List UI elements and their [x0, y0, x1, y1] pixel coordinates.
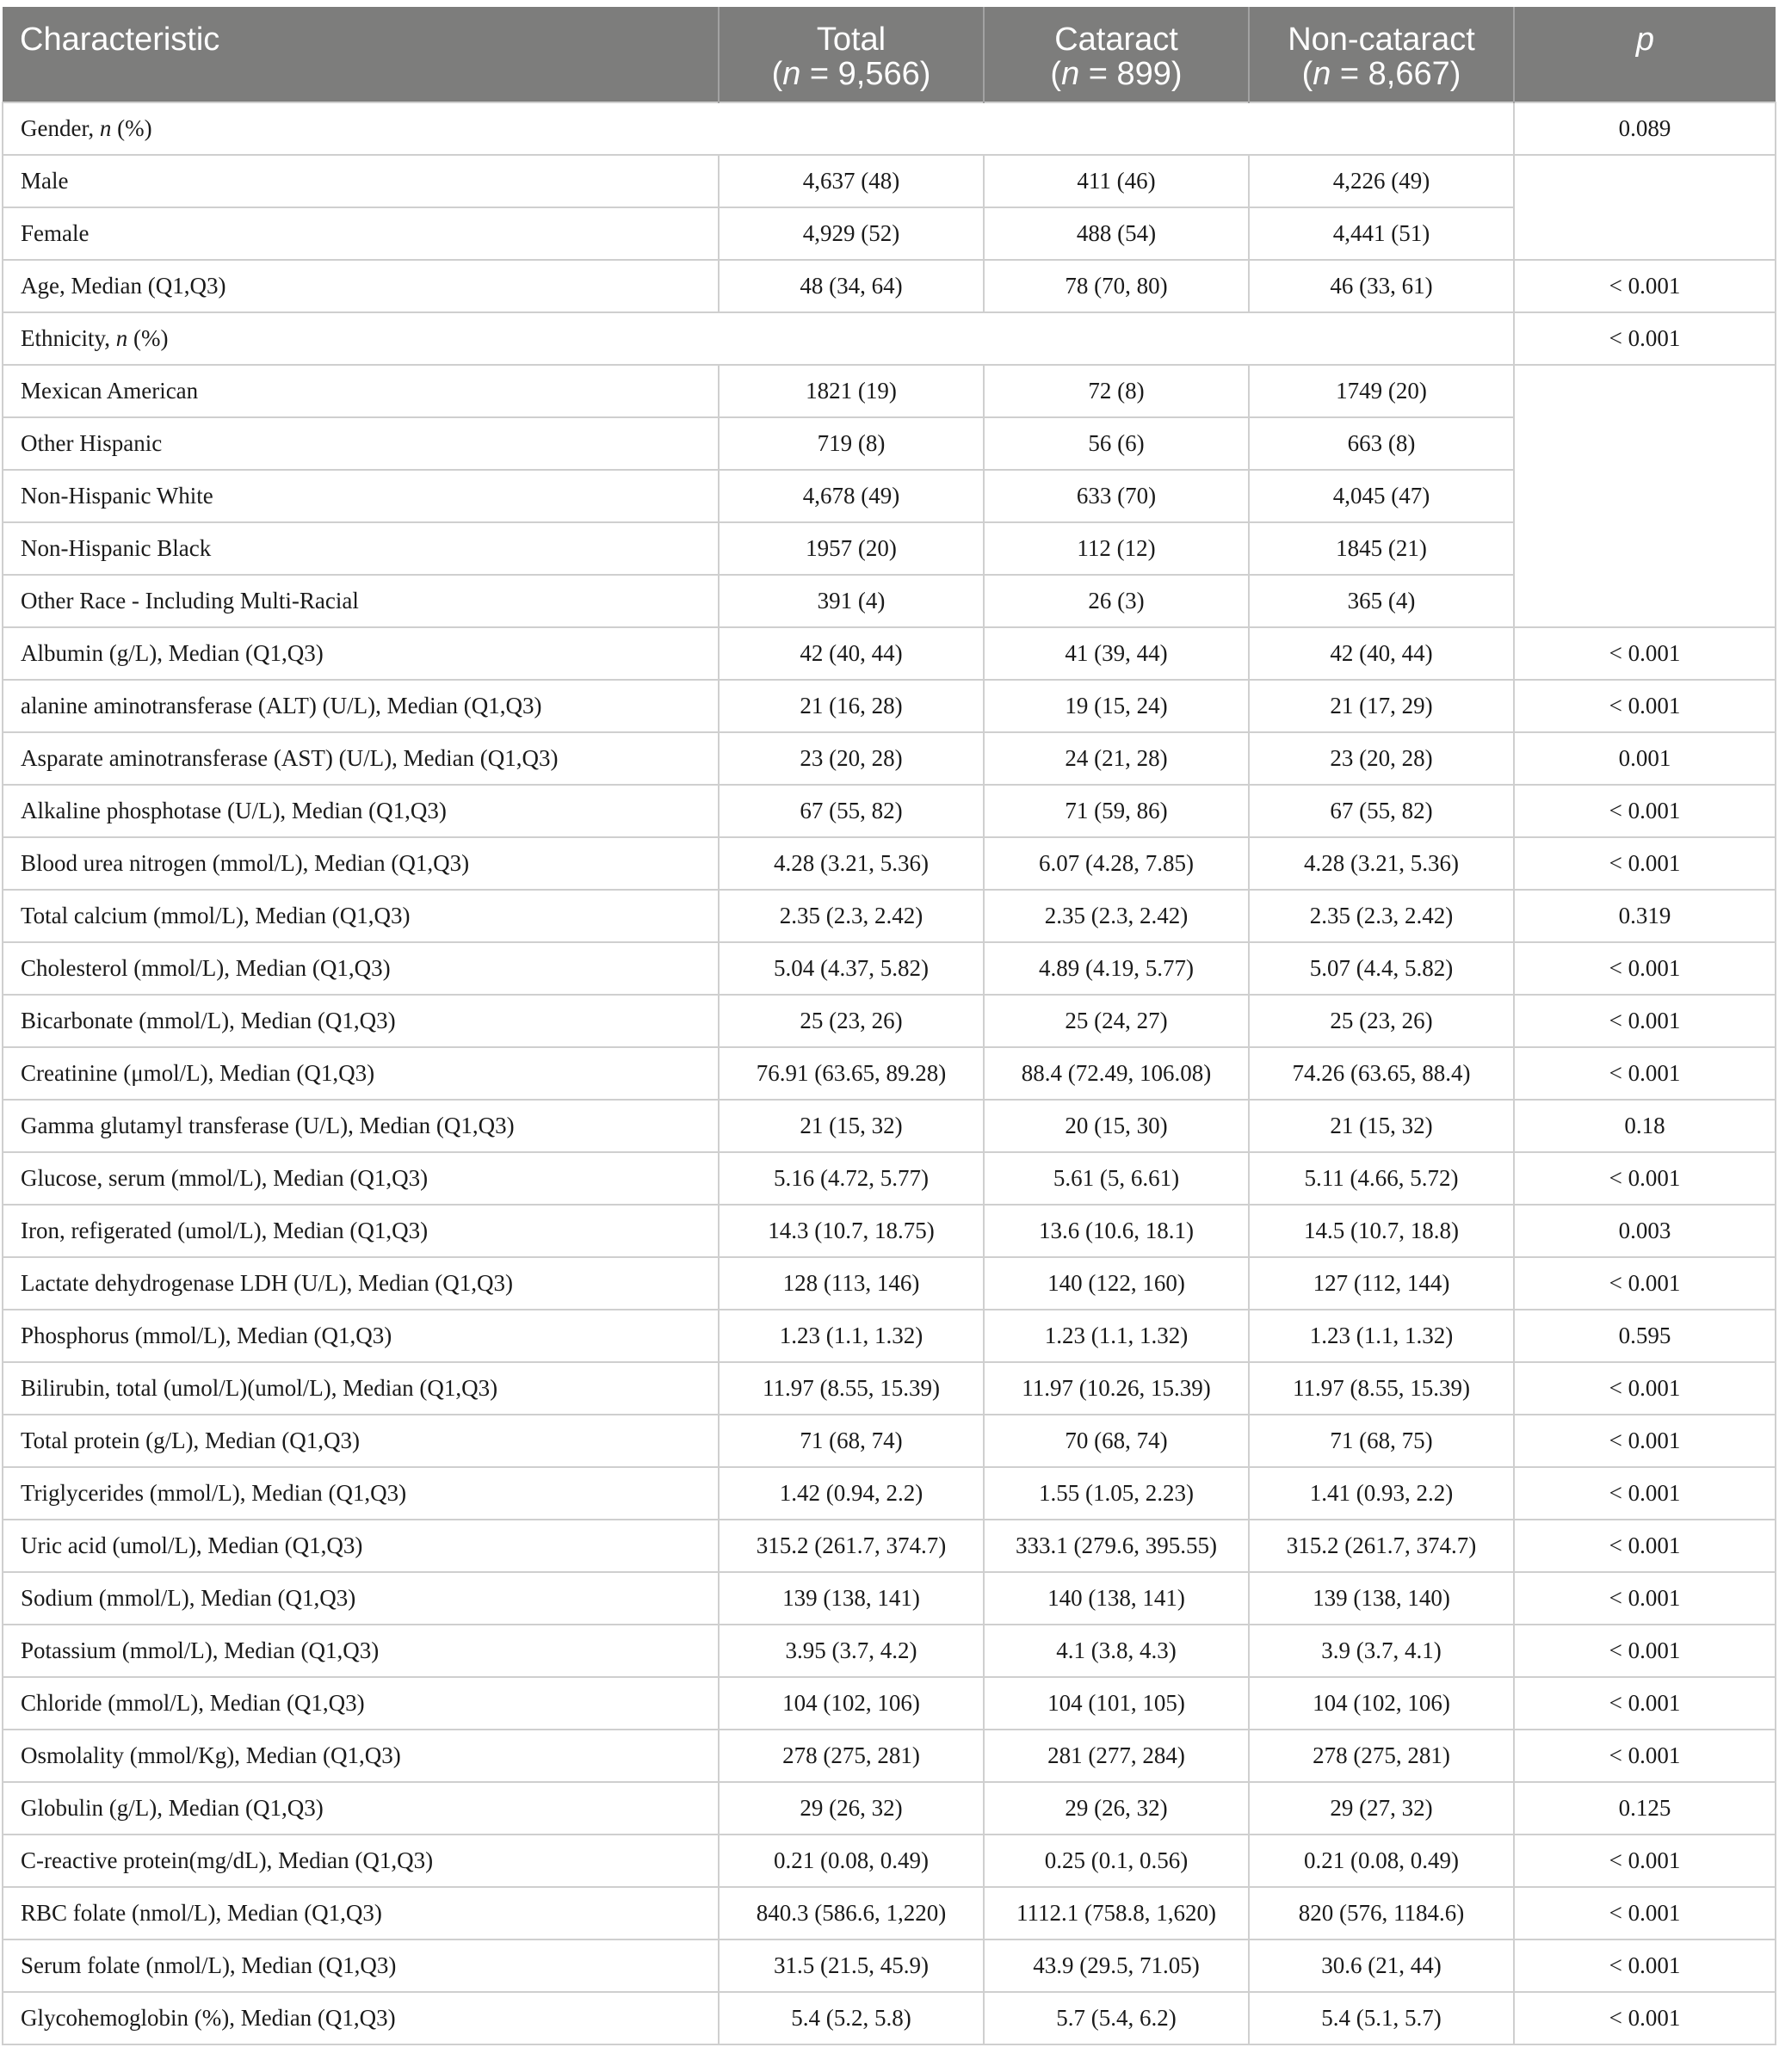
noncataract-cell: 1.23 (1.1, 1.32) [1249, 1310, 1514, 1362]
cataract-cell: 281 (277, 284) [984, 1730, 1249, 1782]
noncataract-cell: 820 (576, 1184.6) [1249, 1887, 1514, 1939]
row-label: Lactate dehydrogenase LDH (U/L), Median (Q1,Q3) [3, 1257, 719, 1310]
total-cell: 11.97 (8.55, 15.39) [719, 1362, 984, 1415]
cataract-cell: 6.07 (4.28, 7.85) [984, 837, 1249, 890]
cataract-cell: 2.35 (2.3, 2.42) [984, 890, 1249, 942]
table-row [3, 1625, 1776, 1677]
row-label: Sodium (mmol/L), Median (Q1,Q3) [3, 1572, 719, 1625]
table-row [3, 1782, 1776, 1835]
header-cataract-n: (n = 899) [1050, 56, 1183, 92]
noncataract-cell: 30.6 (21, 44) [1249, 1939, 1514, 1992]
row-label: Other Hispanic [3, 417, 719, 470]
row-label: Uric acid (umol/L), Median (Q1,Q3) [3, 1520, 719, 1572]
header-total-n: (n = 9,566) [771, 56, 931, 92]
noncataract-cell: 315.2 (261.7, 374.7) [1249, 1520, 1514, 1572]
row-label: Gamma glutamyl transferase (U/L), Median (Q1,Q3) [3, 1100, 719, 1152]
p-value-cell: < 0.001 [1514, 1887, 1776, 1939]
total-cell: 128 (113, 146) [719, 1257, 984, 1310]
table-row [3, 155, 1776, 207]
p-value-cell: < 0.001 [1514, 1415, 1776, 1467]
p-value-cell: 0.18 [1514, 1100, 1776, 1152]
total-cell: 391 (4) [719, 575, 984, 627]
row-label: Gender, n (%) [3, 102, 1514, 155]
table-row [3, 522, 1776, 575]
row-label: Total protein (g/L), Median (Q1,Q3) [3, 1415, 719, 1467]
p-value-cell: 0.595 [1514, 1310, 1776, 1362]
header-noncataract-n: (n = 8,667) [1301, 56, 1461, 92]
cataract-cell: 4.1 (3.8, 4.3) [984, 1625, 1249, 1677]
cataract-cell: 25 (24, 27) [984, 995, 1249, 1047]
header-noncataract [1249, 7, 1514, 102]
row-label: Age, Median (Q1,Q3) [3, 260, 719, 312]
cataract-cell: 70 (68, 74) [984, 1415, 1249, 1467]
noncataract-cell: 127 (112, 144) [1249, 1257, 1514, 1310]
row-label: Blood urea nitrogen (mmol/L), Median (Q1,Q3) [3, 837, 719, 890]
row-label: Male [3, 155, 719, 207]
cataract-cell: 488 (54) [984, 207, 1249, 260]
table-row [3, 732, 1776, 785]
cataract-cell: 26 (3) [984, 575, 1249, 627]
row-label: Asparate aminotransferase (AST) (U/L), Median (Q1,Q3) [3, 732, 719, 785]
noncataract-cell: 5.4 (5.1, 5.7) [1249, 1992, 1514, 2044]
cataract-cell: 71 (59, 86) [984, 785, 1249, 837]
row-label: C-reactive protein(mg/dL), Median (Q1,Q3) [3, 1835, 719, 1887]
row-label: alanine aminotransferase (ALT) (U/L), Median (Q1,Q3) [3, 680, 719, 732]
noncataract-cell: 104 (102, 106) [1249, 1677, 1514, 1730]
noncataract-cell: 25 (23, 26) [1249, 995, 1514, 1047]
table-header-row [3, 7, 1776, 102]
row-label: Globulin (g/L), Median (Q1,Q3) [3, 1782, 719, 1835]
row-label: Iron, refigerated (umol/L), Median (Q1,Q3) [3, 1205, 719, 1257]
row-label: Serum folate (nmol/L), Median (Q1,Q3) [3, 1939, 719, 1992]
p-value-cell: < 0.001 [1514, 1047, 1776, 1100]
total-cell: 278 (275, 281) [719, 1730, 984, 1782]
table-row [3, 1047, 1776, 1100]
cataract-cell: 20 (15, 30) [984, 1100, 1249, 1152]
noncataract-cell: 11.97 (8.55, 15.39) [1249, 1362, 1514, 1415]
row-label: Other Race - Including Multi-Racial [3, 575, 719, 627]
header-cataract [984, 7, 1249, 102]
table-row [3, 417, 1776, 470]
noncataract-cell: 1845 (21) [1249, 522, 1514, 575]
noncataract-cell: 21 (15, 32) [1249, 1100, 1514, 1152]
row-label: Chloride (mmol/L), Median (Q1,Q3) [3, 1677, 719, 1730]
table-row [3, 627, 1776, 680]
header-noncataract-label: Non-cataract [1288, 22, 1475, 58]
total-cell: 719 (8) [719, 417, 984, 470]
cataract-cell: 72 (8) [984, 365, 1249, 417]
total-cell: 4,637 (48) [719, 155, 984, 207]
characteristics-table [2, 7, 1776, 2045]
p-value-cell: 0.089 [1514, 102, 1776, 155]
total-cell: 2.35 (2.3, 2.42) [719, 890, 984, 942]
table-row [3, 995, 1776, 1047]
cataract-cell: 5.7 (5.4, 6.2) [984, 1992, 1249, 2044]
cataract-cell: 0.25 (0.1, 0.56) [984, 1835, 1249, 1887]
cataract-cell: 78 (70, 80) [984, 260, 1249, 312]
cataract-cell: 13.6 (10.6, 18.1) [984, 1205, 1249, 1257]
total-cell: 4,678 (49) [719, 470, 984, 522]
cataract-cell: 411 (46) [984, 155, 1249, 207]
p-value-cell: < 0.001 [1514, 1835, 1776, 1887]
row-label: Triglycerides (mmol/L), Median (Q1,Q3) [3, 1467, 719, 1520]
p-value-cell: < 0.001 [1514, 1152, 1776, 1205]
noncataract-cell: 0.21 (0.08, 0.49) [1249, 1835, 1514, 1887]
p-value-cell: < 0.001 [1514, 260, 1776, 312]
table-row [3, 785, 1776, 837]
total-cell: 139 (138, 141) [719, 1572, 984, 1625]
p-value-cell: < 0.001 [1514, 1257, 1776, 1310]
total-cell: 14.3 (10.7, 18.75) [719, 1205, 984, 1257]
table-row [3, 1100, 1776, 1152]
p-value-cell: 0.003 [1514, 1205, 1776, 1257]
total-cell: 4,929 (52) [719, 207, 984, 260]
p-value-cell: < 0.001 [1514, 1467, 1776, 1520]
header-cataract-label: Cataract [1054, 22, 1178, 58]
noncataract-cell: 1749 (20) [1249, 365, 1514, 417]
noncataract-cell: 23 (20, 28) [1249, 732, 1514, 785]
row-label: Female [3, 207, 719, 260]
table-row [3, 1677, 1776, 1730]
table-row [3, 680, 1776, 732]
cataract-cell: 19 (15, 24) [984, 680, 1249, 732]
row-label: Glucose, serum (mmol/L), Median (Q1,Q3) [3, 1152, 719, 1205]
total-cell: 29 (26, 32) [719, 1782, 984, 1835]
total-cell: 315.2 (261.7, 374.7) [719, 1520, 984, 1572]
table-row [3, 1205, 1776, 1257]
row-label: Mexican American [3, 365, 719, 417]
p-value-cell: < 0.001 [1514, 1730, 1776, 1782]
row-label: Bilirubin, total (umol/L)(umol/L), Median (Q1,Q3) [3, 1362, 719, 1415]
cataract-cell: 633 (70) [984, 470, 1249, 522]
total-cell: 67 (55, 82) [719, 785, 984, 837]
table-row [3, 942, 1776, 995]
cataract-cell: 88.4 (72.49, 106.08) [984, 1047, 1249, 1100]
table-row [3, 1362, 1776, 1415]
noncataract-cell: 71 (68, 75) [1249, 1415, 1514, 1467]
table-row [3, 1152, 1776, 1205]
p-value-cell: < 0.001 [1514, 1625, 1776, 1677]
row-label: Non-Hispanic Black [3, 522, 719, 575]
total-cell: 48 (34, 64) [719, 260, 984, 312]
p-value-cell: < 0.001 [1514, 1992, 1776, 2044]
header-p-value: p [1514, 7, 1776, 102]
table-row [3, 1467, 1776, 1520]
noncataract-cell: 5.11 (4.66, 5.72) [1249, 1152, 1514, 1205]
table-row [3, 102, 1776, 155]
p-value-cell: < 0.001 [1514, 837, 1776, 890]
total-cell: 76.91 (63.65, 89.28) [719, 1047, 984, 1100]
cataract-cell: 29 (26, 32) [984, 1782, 1249, 1835]
p-value-cell: 0.001 [1514, 732, 1776, 785]
noncataract-cell: 4.28 (3.21, 5.36) [1249, 837, 1514, 890]
total-cell: 1.23 (1.1, 1.32) [719, 1310, 984, 1362]
noncataract-cell: 42 (40, 44) [1249, 627, 1514, 680]
noncataract-cell: 663 (8) [1249, 417, 1514, 470]
p-value-cell: < 0.001 [1514, 1677, 1776, 1730]
row-label: Osmolality (mmol/Kg), Median (Q1,Q3) [3, 1730, 719, 1782]
table-row [3, 312, 1776, 365]
row-label: Total calcium (mmol/L), Median (Q1,Q3) [3, 890, 719, 942]
total-cell: 1.42 (0.94, 2.2) [719, 1467, 984, 1520]
header-total [719, 7, 984, 102]
table-row [3, 1887, 1776, 1939]
p-value-cell: < 0.001 [1514, 312, 1776, 365]
row-label: Non-Hispanic White [3, 470, 719, 522]
table-row [3, 575, 1776, 627]
table-row [3, 890, 1776, 942]
row-label: Phosphorus (mmol/L), Median (Q1,Q3) [3, 1310, 719, 1362]
row-label: Albumin (g/L), Median (Q1,Q3) [3, 627, 719, 680]
noncataract-cell: 29 (27, 32) [1249, 1782, 1514, 1835]
table-row [3, 207, 1776, 260]
noncataract-cell: 4,045 (47) [1249, 470, 1514, 522]
total-cell: 5.04 (4.37, 5.82) [719, 942, 984, 995]
p-value-cell: < 0.001 [1514, 1939, 1776, 1992]
noncataract-cell: 1.41 (0.93, 2.2) [1249, 1467, 1514, 1520]
p-value-cell: < 0.001 [1514, 680, 1776, 732]
cataract-cell: 1112.1 (758.8, 1,620) [984, 1887, 1249, 1939]
row-label: Potassium (mmol/L), Median (Q1,Q3) [3, 1625, 719, 1677]
p-value-cell: < 0.001 [1514, 785, 1776, 837]
total-cell: 840.3 (586.6, 1,220) [719, 1887, 984, 1939]
table-row [3, 1992, 1776, 2044]
row-label: RBC folate (nmol/L), Median (Q1,Q3) [3, 1887, 719, 1939]
cataract-cell: 4.89 (4.19, 5.77) [984, 942, 1249, 995]
p-value-cell: 0.125 [1514, 1782, 1776, 1835]
noncataract-cell: 5.07 (4.4, 5.82) [1249, 942, 1514, 995]
p-value-cell: < 0.001 [1514, 1520, 1776, 1572]
total-cell: 31.5 (21.5, 45.9) [719, 1939, 984, 1992]
total-cell: 21 (16, 28) [719, 680, 984, 732]
table-row [3, 1257, 1776, 1310]
p-value-cell-empty [1514, 155, 1776, 260]
total-cell: 23 (20, 28) [719, 732, 984, 785]
total-cell: 0.21 (0.08, 0.49) [719, 1835, 984, 1887]
cataract-cell: 41 (39, 44) [984, 627, 1249, 680]
total-cell: 1957 (20) [719, 522, 984, 575]
table-row [3, 1730, 1776, 1782]
table-row [3, 1939, 1776, 1992]
cataract-cell: 112 (12) [984, 522, 1249, 575]
noncataract-cell: 14.5 (10.7, 18.8) [1249, 1205, 1514, 1257]
total-cell: 5.16 (4.72, 5.77) [719, 1152, 984, 1205]
cataract-cell: 5.61 (5, 6.61) [984, 1152, 1249, 1205]
total-cell: 4.28 (3.21, 5.36) [719, 837, 984, 890]
table-container [0, 7, 1779, 2045]
noncataract-cell: 278 (275, 281) [1249, 1730, 1514, 1782]
table-row [3, 1520, 1776, 1572]
row-label: Creatinine (μmol/L), Median (Q1,Q3) [3, 1047, 719, 1100]
table-row [3, 1835, 1776, 1887]
p-value-cell: 0.319 [1514, 890, 1776, 942]
row-label: Ethnicity, n (%) [3, 312, 1514, 365]
noncataract-cell: 4,226 (49) [1249, 155, 1514, 207]
total-cell: 5.4 (5.2, 5.8) [719, 1992, 984, 2044]
table-row [3, 1415, 1776, 1467]
header-characteristic: Characteristic [3, 7, 719, 102]
noncataract-cell: 3.9 (3.7, 4.1) [1249, 1625, 1514, 1677]
total-cell: 21 (15, 32) [719, 1100, 984, 1152]
total-cell: 71 (68, 74) [719, 1415, 984, 1467]
row-label: Cholesterol (mmol/L), Median (Q1,Q3) [3, 942, 719, 995]
p-value-cell: < 0.001 [1514, 942, 1776, 995]
total-cell: 3.95 (3.7, 4.2) [719, 1625, 984, 1677]
row-label: Alkaline phosphotase (U/L), Median (Q1,Q3) [3, 785, 719, 837]
cataract-cell: 1.23 (1.1, 1.32) [984, 1310, 1249, 1362]
noncataract-cell: 21 (17, 29) [1249, 680, 1514, 732]
cataract-cell: 43.9 (29.5, 71.05) [984, 1939, 1249, 1992]
p-value-cell: < 0.001 [1514, 1362, 1776, 1415]
noncataract-cell: 4,441 (51) [1249, 207, 1514, 260]
row-label: Glycohemoglobin (%), Median (Q1,Q3) [3, 1992, 719, 2044]
table-row [3, 470, 1776, 522]
noncataract-cell: 139 (138, 140) [1249, 1572, 1514, 1625]
noncataract-cell: 46 (33, 61) [1249, 260, 1514, 312]
cataract-cell: 1.55 (1.05, 2.23) [984, 1467, 1249, 1520]
row-label: Bicarbonate (mmol/L), Median (Q1,Q3) [3, 995, 719, 1047]
p-value-cell: < 0.001 [1514, 627, 1776, 680]
table-row [3, 260, 1776, 312]
noncataract-cell: 74.26 (63.65, 88.4) [1249, 1047, 1514, 1100]
total-cell: 1821 (19) [719, 365, 984, 417]
total-cell: 104 (102, 106) [719, 1677, 984, 1730]
total-cell: 42 (40, 44) [719, 627, 984, 680]
noncataract-cell: 365 (4) [1249, 575, 1514, 627]
cataract-cell: 140 (122, 160) [984, 1257, 1249, 1310]
cataract-cell: 24 (21, 28) [984, 732, 1249, 785]
p-value-cell: < 0.001 [1514, 995, 1776, 1047]
p-value-cell: < 0.001 [1514, 1572, 1776, 1625]
table-row [3, 1572, 1776, 1625]
p-value-cell-empty [1514, 365, 1776, 627]
noncataract-cell: 2.35 (2.3, 2.42) [1249, 890, 1514, 942]
table-row [3, 1310, 1776, 1362]
cataract-cell: 140 (138, 141) [984, 1572, 1249, 1625]
table-row [3, 365, 1776, 417]
cataract-cell: 11.97 (10.26, 15.39) [984, 1362, 1249, 1415]
cataract-cell: 333.1 (279.6, 395.55) [984, 1520, 1249, 1572]
cataract-cell: 56 (6) [984, 417, 1249, 470]
cataract-cell: 104 (101, 105) [984, 1677, 1249, 1730]
total-cell: 25 (23, 26) [719, 995, 984, 1047]
noncataract-cell: 67 (55, 82) [1249, 785, 1514, 837]
header-total-label: Total [816, 22, 886, 58]
table-row [3, 837, 1776, 890]
